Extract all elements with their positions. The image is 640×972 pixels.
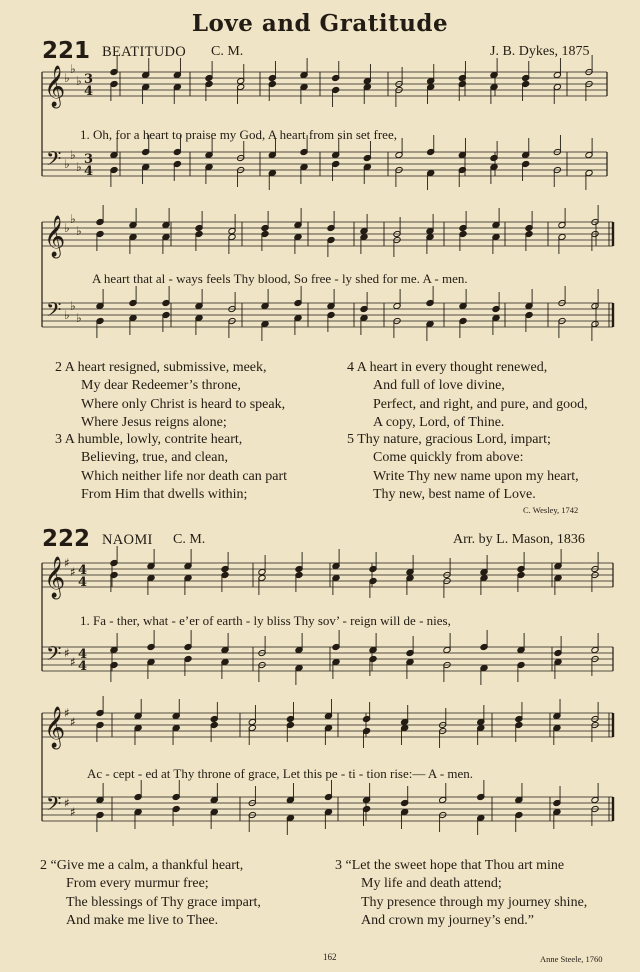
stanza-line: Write Thy new name upon my heart, xyxy=(373,468,579,484)
treble-clef-icon: 𝄞 xyxy=(44,216,66,257)
stanza-line: A heart in every thought renewed, xyxy=(356,360,548,375)
hymn-222-composer: Arr. by L. Mason, 1836 xyxy=(453,532,585,547)
sharp-icon: ♯ xyxy=(70,715,76,729)
stanza-line: From Him that dwells within; xyxy=(81,487,248,503)
stanza-line: Thy nature, gracious Lord, impart; xyxy=(357,432,551,447)
stanza-line: A heart resigned, submissive, meek, xyxy=(64,360,267,375)
flat-icon: ♭ xyxy=(76,311,82,325)
stanza-number: 5 xyxy=(347,432,354,447)
hymn-222-number: 222 xyxy=(42,526,91,552)
section-title: Love and Gratitude xyxy=(191,10,449,37)
sharp-icon: ♯ xyxy=(64,796,70,810)
hymn-221-author: C. Wesley, 1742 xyxy=(523,505,579,515)
hymn-222-lyric-line-1: 1. Fa - ther, what - e’er of earth - ly bliss Thy sov’ - reign will de - nies, xyxy=(80,613,451,628)
bass-clef-icon: 𝄢 xyxy=(46,298,62,326)
flat-icon: ♭ xyxy=(70,299,76,313)
stanza-line: Thy new, best name of Love. xyxy=(373,487,536,503)
stanza-line: The blessings of Thy grace impart, xyxy=(66,894,261,910)
time-signature-bass-denominator: 4 xyxy=(84,164,94,179)
treble-clef-icon: 𝄞 xyxy=(44,707,66,748)
time-signature-treble-numerator: 3 xyxy=(84,72,94,87)
stanza-number: 3 xyxy=(55,432,62,447)
sharp-icon: ♯ xyxy=(70,565,76,579)
sharp-icon: ♯ xyxy=(70,655,76,669)
time-signature-treble-denominator: 4 xyxy=(84,84,94,99)
hymn-221-stanza-2 xyxy=(55,359,285,433)
time-signature-bass-denominator: 4 xyxy=(78,659,88,674)
stanza-line: “Give me a calm, a thankful heart, xyxy=(50,858,244,873)
stanza-line: Believing, true, and clean, xyxy=(81,450,228,466)
hymn-222-stanza-2 xyxy=(40,857,261,931)
hymn-221-stanza-5 xyxy=(347,431,579,505)
hymn-222-meter: C. M. xyxy=(173,532,206,547)
hymn-221-stanza-4 xyxy=(347,359,588,433)
stanza-line: And make me live to Thee. xyxy=(66,913,219,929)
stanza-number: 2 xyxy=(55,360,62,375)
flat-icon: ♭ xyxy=(70,148,76,162)
time-signature-treble-denominator: 4 xyxy=(78,575,88,590)
hymn-221-meter: C. M. xyxy=(211,44,244,59)
hymn-221-lyric-line-2: A heart that al - ways feels Thy blood, So free - ly shed for me. A - men. xyxy=(92,271,468,286)
flat-icon: ♭ xyxy=(64,157,70,171)
stanza-line: A copy, Lord, of Thine. xyxy=(373,415,505,431)
hymn-221-tune-name: BEATITUDO xyxy=(102,44,187,60)
stanza-line: From every murmur free; xyxy=(66,876,209,892)
stanza-number: 3 xyxy=(335,858,342,873)
hymn-221-composer: J. B. Dykes, 1875 xyxy=(490,44,590,59)
stanza-line: Come quickly from above: xyxy=(373,450,524,466)
stanza-line: A humble, lowly, contrite heart, xyxy=(64,432,243,447)
stanza-line: Where Jesus reigns alone; xyxy=(81,415,227,431)
treble-clef-icon: 𝄞 xyxy=(44,557,66,598)
hymn-221-stanza-3 xyxy=(55,431,287,505)
stanza-number: 2 xyxy=(40,858,47,873)
sharp-icon: ♯ xyxy=(64,556,70,570)
bass-clef-icon: 𝄢 xyxy=(46,642,62,670)
hymn-221-number: 221 xyxy=(42,38,91,64)
time-signature-treble-numerator: 4 xyxy=(78,563,88,578)
flat-icon: ♭ xyxy=(76,74,82,88)
stanza-line: Where only Christ is heard to speak, xyxy=(81,396,286,412)
hymn-222-author: Anne Steele, 1760 xyxy=(540,954,603,964)
flat-icon: ♭ xyxy=(70,62,76,76)
hymn-222-stanza-3 xyxy=(335,857,587,931)
treble-clef-icon: 𝄞 xyxy=(44,66,66,107)
stanza-line: And full of love divine, xyxy=(373,378,505,394)
bass-clef-icon: 𝄢 xyxy=(46,147,62,175)
stanza-line: Which neither life nor death can part xyxy=(81,468,288,484)
stanza-line: My dear Redeemer’s throne, xyxy=(81,378,241,394)
flat-icon: ♭ xyxy=(64,71,70,85)
time-signature-bass-numerator: 3 xyxy=(84,152,94,167)
stanza-line: And crown my journey’s end.” xyxy=(361,913,535,929)
flat-icon: ♭ xyxy=(64,308,70,322)
stanza-number: 4 xyxy=(347,360,354,375)
time-signature-bass-numerator: 4 xyxy=(78,647,88,662)
hymn-222-lyric-line-2: Ac - cept - ed at Thy throne of grace, Let this pe - ti - tion rise:— A - men. xyxy=(87,766,474,781)
bass-clef-icon: 𝄢 xyxy=(46,792,62,820)
sharp-icon: ♯ xyxy=(64,646,70,660)
sharp-icon: ♯ xyxy=(70,805,76,819)
flat-icon: ♭ xyxy=(76,224,82,238)
flat-icon: ♭ xyxy=(64,221,70,235)
flat-icon: ♭ xyxy=(70,212,76,226)
hymn-221-lyric-line-1: 1. Oh, for a heart to praise my God, A heart from sin set free, xyxy=(80,127,397,142)
stanza-line: Perfect, and right, and pure, and good, xyxy=(373,396,588,412)
stanza-line: “Let the sweet hope that Thou art mine xyxy=(345,858,565,873)
flat-icon: ♭ xyxy=(76,160,82,174)
stanza-line: My life and death attend; xyxy=(361,876,502,892)
stanza-line: Thy presence through my journey shine, xyxy=(361,894,588,910)
sharp-icon: ♯ xyxy=(64,706,70,720)
page-number: 162 xyxy=(323,952,337,962)
hymn-222-tune-name: NAOMI xyxy=(102,532,153,548)
